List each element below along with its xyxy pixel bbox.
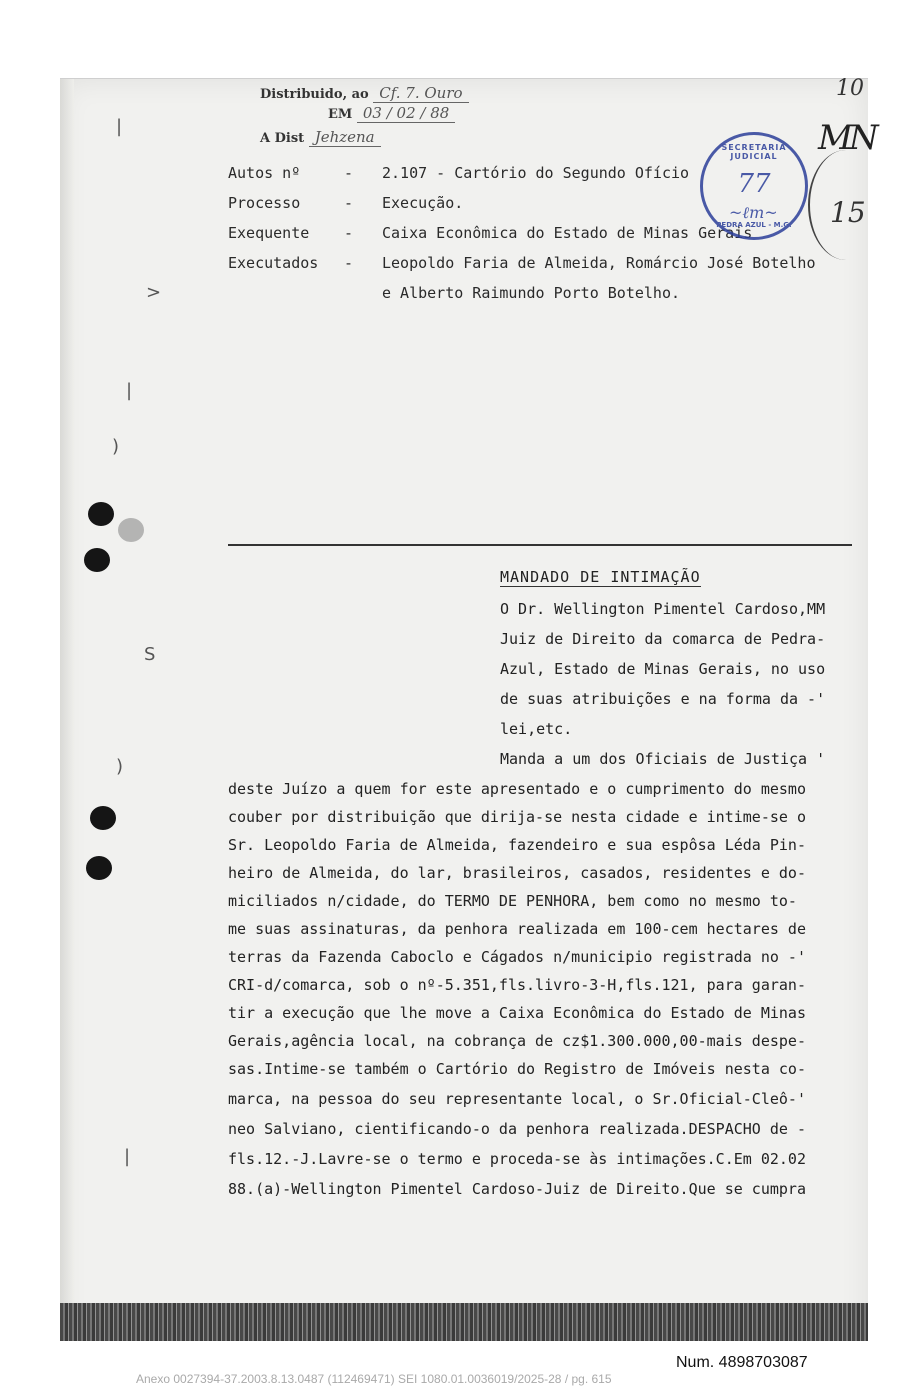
stamp-number: 77 (737, 169, 771, 199)
punch-hole (88, 502, 114, 526)
margin-mark: | (124, 1146, 131, 1167)
body-line: marca, na pessoa do seu representante local, o Sr.Oficial-Cleô-' (228, 1090, 806, 1108)
handwritten-page-number: 15 (830, 196, 866, 229)
margin-mark: ) (116, 756, 124, 777)
autos-value: 2.107 - Cartório do Segundo Ofício (382, 164, 690, 182)
executados-value: Leopoldo Faria de Almeida, Romárcio José Botelho (382, 254, 816, 272)
punch-hole (84, 548, 110, 572)
body-line: miciliados n/cidade, do TERMO DE PENHORA, bem como no mesmo to- (228, 892, 797, 910)
a-dist-signature: Jehzena (309, 128, 381, 147)
body-line: tir a execução que lhe move a Caixa Econômica do Estado de Minas (228, 1004, 806, 1022)
margin-mark: S (144, 644, 156, 665)
intro-line: Juiz de Direito da comarca de Pedra- (500, 630, 826, 648)
separator: - (344, 254, 354, 272)
body-first-line: Manda a um dos Oficiais de Justiça ' (500, 750, 826, 768)
intro-line: O Dr. Wellington Pimentel Cardoso,MM (500, 600, 826, 618)
body-line: sas.Intime-se também o Cartório do Registro de Imóveis nesta co- (228, 1060, 806, 1078)
intro-line: lei,etc. (500, 720, 573, 738)
distribuido-line (260, 84, 469, 102)
separator: - (344, 224, 354, 242)
processo-value: Execução. (382, 194, 464, 212)
executados-label: Executados (228, 254, 319, 272)
body-line: heiro de Almeida, do lar, brasileiros, casados, residentes e do- (228, 864, 806, 882)
body-line: CRI-d/comarca, sob o nº-5.351,fls.livro-3-H,fls.121, para garan- (228, 976, 806, 994)
stamp-ring-text: SECRETARIA JUDICIAL (721, 143, 787, 161)
punch-hole-shadow (118, 518, 144, 542)
margin-mark: | (126, 380, 133, 401)
intro-line: de suas atribuições e na forma da -' (500, 690, 826, 708)
em-label: EM (328, 107, 353, 122)
a-dist-label: A Dist (260, 131, 305, 146)
page-edge-shadow (60, 79, 74, 1341)
body-line: fls.12.-J.Lavre-se o termo e proceda-se às intimações.C.Em 02.02 (228, 1150, 806, 1168)
document-number: Num. 4898703087 (676, 1354, 808, 1371)
body-line: couber por distribuição que dirija-se nesta cidade e intime-se o (228, 808, 806, 826)
executados-continuation: e Alberto Raimundo Porto Botelho. (382, 284, 681, 302)
em-date: 03 / 02 / 88 (357, 104, 455, 123)
body-line: 88.(a)-Wellington Pimentel Cardoso-Juiz de Direito.Que se cumpra (228, 1180, 806, 1198)
separator: - (344, 194, 354, 212)
judicial-stamp (700, 132, 808, 240)
autos-label: Autos nº (228, 164, 301, 182)
distribuido-handwriting: Cf. 7. Ouro (373, 84, 468, 103)
punch-hole (90, 806, 116, 830)
separator: - (344, 164, 354, 182)
body-line: neo Salviano, cientificando-o da penhora realizada.DESPACHO de - (228, 1120, 806, 1138)
body-line: me suas assinaturas, da penhora realizada em 100-cem hectares de (228, 920, 806, 938)
margin-mark: | (116, 116, 123, 137)
processo-label: Processo (228, 194, 301, 212)
scan-bottom-strip (60, 1303, 868, 1341)
document-title: MANDADO DE INTIMAÇÃO (500, 568, 701, 586)
body-line: Sr. Leopoldo Faria de Almeida, fazendeiro e sua espôsa Léda Pin- (228, 836, 806, 854)
a-dist-line (260, 128, 381, 146)
punch-hole (86, 856, 112, 880)
margin-mark: ) (112, 436, 120, 457)
corner-handwriting: 10 (836, 76, 864, 101)
distribuido-label: Distribuido, ao (260, 87, 369, 102)
horizontal-rule (228, 544, 852, 546)
em-date-line (328, 104, 455, 122)
stamp-bottom-text: PEDRA AZUL - M.G. (716, 221, 792, 229)
exequente-value: Caixa Econômica do Estado de Minas Gerais (382, 224, 753, 242)
document-reference: Anexo 0027394-37.2003.8.13.0487 (112469471) SEI 1080.01.0036019/2025-28 / pg. 615 (136, 1372, 612, 1386)
body-line: terras da Fazenda Caboclo e Cágados n/municipio registrada no -' (228, 948, 806, 966)
margin-mark: > (146, 282, 162, 303)
body-line: deste Juízo a quem for este apresentado e o cumprimento do mesmo (228, 780, 806, 798)
corner-signature: MN (818, 118, 875, 158)
exequente-label: Exequente (228, 224, 310, 242)
intro-line: Azul, Estado de Minas Gerais, no uso (500, 660, 826, 678)
body-line: Gerais,agência local, na cobrança de cz$1.300.000,00-mais despe- (228, 1032, 806, 1050)
stamp-signature: ~ℓm~ (729, 203, 778, 222)
